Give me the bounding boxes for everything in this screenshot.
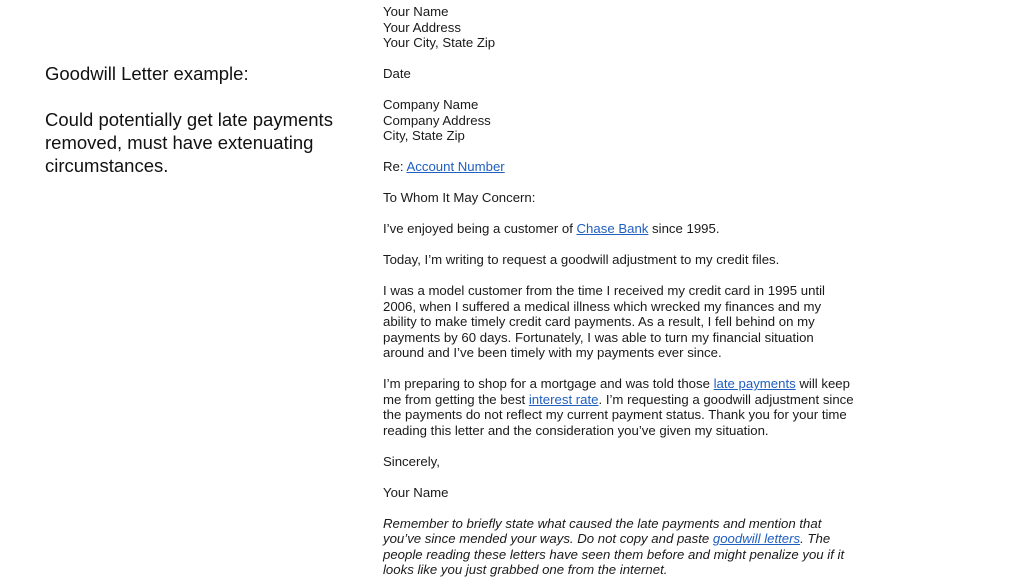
- letter-date: Date: [383, 66, 411, 81]
- tip-line-1: Remember to briefly state what caused the late payments and mention that: [383, 515, 822, 531]
- notes-line-3: circumstances.: [45, 155, 169, 176]
- sender-name: Your Name: [383, 4, 449, 19]
- p1-text-post: since 1995.: [648, 221, 720, 236]
- paragraph-history-line-2: 2006, when I suffered a medical illness which wrecked my finances and my: [383, 298, 822, 314]
- paragraph-history-line-3: ability to make timely credit card payments. As a result, I fell behind on my: [383, 314, 815, 329]
- p4-l2-post: . I’m requesting a goodwill adjustment since: [598, 391, 854, 407]
- tip-l2-post: . The: [800, 531, 831, 546]
- slide-notes: [45, 62, 365, 177]
- paragraph-mortgage-line-2: [383, 392, 883, 408]
- paragraph-request: Today, I’m writing to request a goodwill adjustment to my credit files.: [383, 252, 780, 267]
- paragraph-mortgage-line-3: the payments do not reflect my current payment status. Thank you for your time: [383, 407, 847, 422]
- paragraph-history-line-1: I was a model customer from the time I received my credit card in 1995 until: [383, 283, 825, 298]
- late-payments-link[interactable]: late payments: [713, 376, 796, 391]
- sender-city: Your City, State Zip: [383, 35, 496, 50]
- goodwill-letters-link[interactable]: goodwill letters: [712, 531, 801, 546]
- p4-l1-post: will keep: [795, 376, 850, 391]
- salutation: To Whom It May Concern:: [383, 190, 536, 205]
- tip-line-4: looks like you just grabbed one from the internet.: [383, 562, 668, 577]
- p4-l2-pre: me from getting the best: [383, 391, 529, 407]
- p1-text-pre: I’ve enjoyed being a customer of: [383, 221, 577, 236]
- letter-sample: [383, 4, 883, 578]
- tip-line-3: people reading these letters have seen them before and might penalize you if it: [383, 546, 845, 562]
- tip-l2-pre: you’ve since mended your ways. Do not copy and paste: [383, 531, 713, 546]
- recipient-city: City, State Zip: [383, 128, 465, 143]
- paragraph-mortgage-line-4: reading this letter and the consideration you’ve given my situation.: [383, 422, 769, 438]
- sender-address: Your Address: [383, 19, 461, 35]
- p4-l1-pre: I’m preparing to shop for a mortgage and was told those: [383, 376, 714, 391]
- notes-heading: Goodwill Letter example:: [45, 63, 249, 84]
- signature-name: Your Name: [383, 484, 449, 500]
- paragraph-history-line-4: payments by 60 days. Fortunately, I was able to turn my financial situation: [383, 329, 814, 345]
- recipient-name: Company Name: [383, 97, 479, 112]
- tip-line-2: [383, 531, 883, 547]
- notes-line-1: Could potentially get late payments: [45, 109, 333, 130]
- notes-line-2: removed, must have extenuating: [45, 132, 314, 153]
- paragraph-history-line-5: around and I’ve been timely with my payments ever since.: [383, 345, 722, 360]
- notes-spacer: [45, 85, 365, 108]
- re-line: [383, 159, 883, 175]
- account-number-link[interactable]: Account Number: [406, 159, 505, 174]
- closing: Sincerely,: [383, 453, 440, 469]
- re-prefix: Re:: [383, 159, 407, 174]
- chase-bank-link[interactable]: Chase Bank: [576, 221, 649, 236]
- interest-rate-link[interactable]: interest rate: [528, 391, 599, 407]
- paragraph-mortgage-line-1: [383, 376, 883, 392]
- recipient-address: Company Address: [383, 112, 491, 128]
- paragraph-customer-since: [383, 221, 883, 237]
